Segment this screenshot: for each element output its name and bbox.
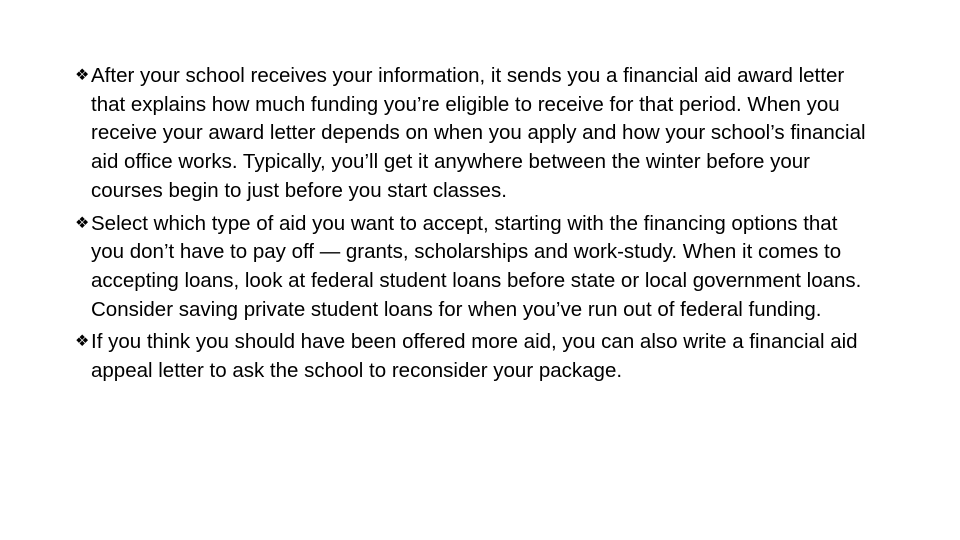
diamond-bullet-icon: ❖ — [75, 333, 90, 351]
bullet-text: After your school receives your information, it sends you a financial aid award letter that explains how much funding you’re eligible to receive for that period. When you receive your award letter depends on when you apply and how your school’s financial aid office works. Typically, you’ll get it anywhere between the winter before your courses begin to just before you start classes. — [91, 64, 866, 202]
bullet-list — [76, 62, 876, 390]
bullet-text: If you think you should have been offered more aid, you can also write a financial aid appeal letter to ask the school to reconsider your package. — [91, 330, 858, 383]
bullet-item-select-aid — [76, 210, 876, 325]
bullet-text: Select which type of aid you want to accept, starting with the financing options that you don’t have to pay off — grants, scholarships and work-study. When it comes to accepting loans, look at federal student loans before state or local government loans. Consider saving private student loans for when you’ve run out of federal funding. — [91, 211, 862, 321]
diamond-bullet-icon: ❖ — [75, 214, 90, 232]
bullet-item-appeal-letter — [76, 328, 876, 385]
diamond-bullet-icon: ❖ — [75, 67, 90, 84]
bullet-item-award-letter — [76, 62, 876, 206]
